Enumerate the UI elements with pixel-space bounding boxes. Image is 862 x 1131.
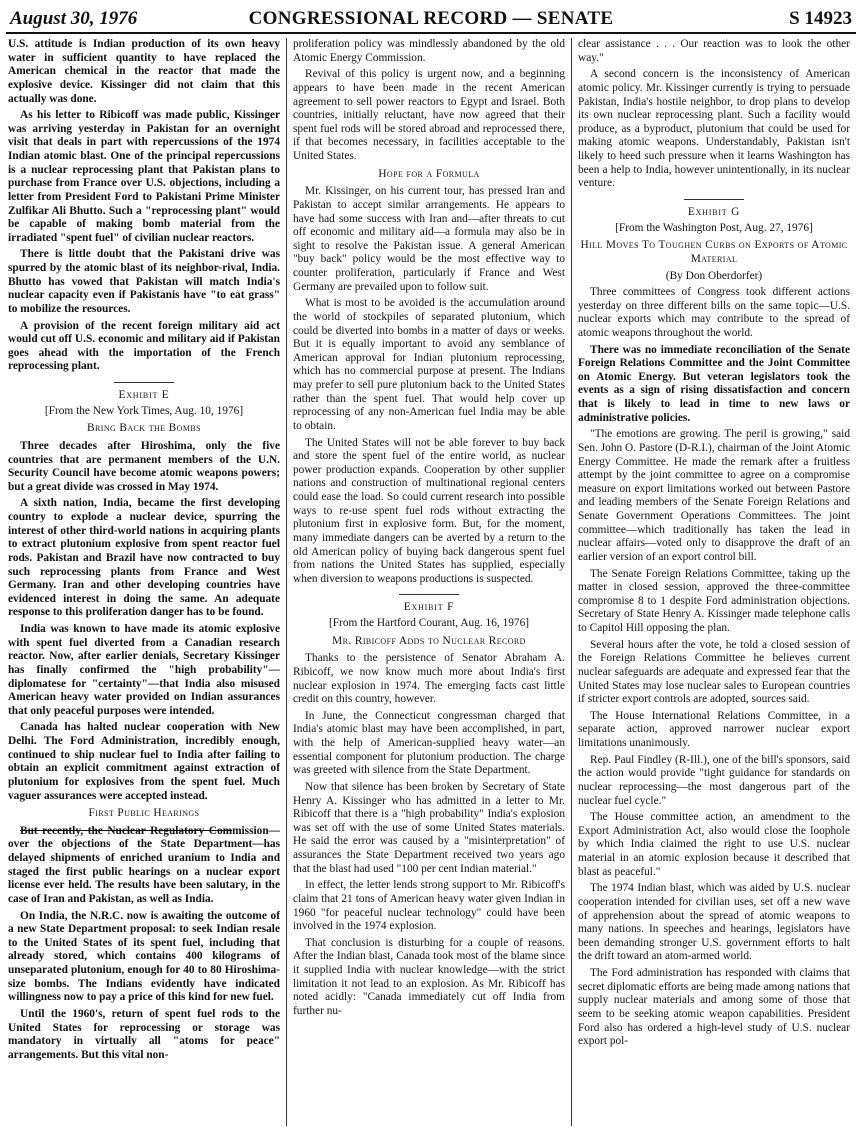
column-divider <box>571 38 572 1126</box>
paragraph: The Senate Foreign Relations Committee, taking up the matter in closed session, approved the three-committee compromise 8 to 1 despite Ford administration objections. Secretary of State Henry A. Kissinger made telephone calls to Capitol Hill opposing the plan. <box>578 567 850 634</box>
paragraph: Three committees of Congress took different actions yesterday on three different bills on the same topic—U.S. nuclear exports which may contribute to the spread of atomic weapons throughout the world. <box>578 286 850 339</box>
paragraph: clear assistance . . . Our reaction was to look the other way." <box>578 38 850 64</box>
paragraph: As his letter to Ribicoff was made public, Kissinger was arriving yesterday in Pakistan for an overnight visit that deals in part with repercussions of the 1974 Indian atomic blast. One of the principal repercussions is a nuclear reprocessing plant that Pakistan plans to purchase from France over U.S. objections, including a letter from President Ford to Pakistani Prime Minister Zulfikar Ali Bhutto. Such a "reprocessing plant" would be capable of making bomb material from the irradiated "spent fuel" of civilian nuclear reactors. <box>8 109 280 244</box>
exhibit-f-heading: Mr. Ribicoff Adds to Nuclear Record <box>332 634 526 647</box>
paragraph <box>8 825 280 907</box>
paragraph: The 1974 Indian blast, which was aided by U.S. nuclear cooperation intended for civilian uses, set off a new wave of apprehension about the spread of atomic weapons to many nations. In speeches and hearings, legislators have been demanding stronger U.S. government efforts to halt the drift toward an atom-armed world. <box>578 882 850 963</box>
header-rule <box>6 32 856 34</box>
paragraph: Now that silence has been broken by Secretary of State Henry A. Kissinger who has admitted in a letter to Mr. Ribicoff that there is a "high probability" India's explosion was set off with the use of some United States materials. He said the error was caused by a "misinterpretation" of assurances the State Department received two years ago that the blast had used "100 per cent Indian material." <box>293 780 565 875</box>
paragraph: A sixth nation, India, became the first developing country to explode a nuclear device, spurring the interest of other third-world nations in acquiring plants to extract plutonium explosive from spent reactor fuel rods. Pakistan and Brazil have now contracted to buy such reprocessing plants from France and West Germany. Iran and other developing countries have evidenced interest in doing the same. An adequate response to this proliferation danger has to be found. <box>8 497 280 619</box>
exhibit-e-heading: Bring Back the Bombs <box>87 422 201 435</box>
page-header <box>6 4 856 34</box>
column-1 <box>8 38 280 1126</box>
column-divider <box>286 38 287 1126</box>
header-title: CONGRESSIONAL RECORD — SENATE <box>248 8 614 29</box>
exhibit-f-label: Exhibit F <box>403 601 455 614</box>
exhibit-f-source: [From the Hartford Courant, Aug. 16, 1976] <box>328 617 530 629</box>
paragraph: A provision of the recent foreign military aid act would cut off U.S. economic and military aid if Pakistan goes ahead with the importation of the French reprocessing plant. <box>8 319 280 373</box>
byline: (By Don Oberdorfer) <box>665 270 763 283</box>
paragraph: In effect, the letter lends strong support to Mr. Ribicoff's claim that 21 tons of American heavy water given Indian in 1960 "for peaceful nuclear technology" could have been involved in the 1974 explosion. <box>293 879 565 933</box>
exhibit-g-source: [From the Washington Post, Aug. 27, 1976] <box>615 221 813 234</box>
section-divider <box>684 199 744 200</box>
section-divider <box>399 594 459 595</box>
header-date: August 30, 1976 <box>10 8 138 29</box>
paragraph: Thanks to the persistence of Senator Abraham A. Ribicoff, we now know much more about India's first nuclear explosion in 1974. The emerging facts cast little credit on this country, however. <box>293 652 565 706</box>
paragraph: India was known to have made its atomic explosive with spent fuel diverted from a Canadian research reactor. Now, after earlier denials, Secretary Kissinger has finally confirmed the "high probability"—diplomatese for "certainty"—that India also misused American heavy water provided on Indian assurances that only peaceful purposes were intended. <box>8 623 280 717</box>
paragraph: There was no immediate reconciliation of the Senate Foreign Relations Committee and the Joint Committee on Atomic Energy. But veteran legislators took the events as a sign of rising dissatisfaction and concern that is likely to lead in time to new laws or administrative policies. <box>578 343 850 424</box>
struck-text: But recently, the Nuclear Regulatory Com <box>20 824 233 837</box>
paragraph: In June, the Connecticut congressman charged that India's atomic blast may have been accomplished, in part, with the help of American-supplied heavy water—an essential component for plutonium production. The charge was greeted with silence from the State Department. <box>293 709 565 777</box>
paragraph: The House committee action, an amendment to the Export Administration Act, also would close the loophole by which India claimed the right to use U.S. nuclear material in an atomic explosion because it described that blast as peaceful." <box>578 811 850 878</box>
section-divider <box>114 382 174 383</box>
paragraph: "The emotions are growing. The peril is growing," said Sen. John O. Pastore (D-R.I.), chairman of the Joint Atomic Energy Committee. He made the remark after a fruitless attempt by the joint committee to agree on a compromise measure on export limitations worked out between Pastore and leading members of the Senate Foreign Relations and Senate Government Operations Committees. The joint committee—which traditionally has taken the lead in nuclear affairs—voted only to disapprove the draft of an earlier version of an export control bill. <box>578 428 850 563</box>
subheading-first-public-hearings: First Public Hearings <box>88 807 200 820</box>
paragraph: proliferation policy was mindlessly abandoned by the old Atomic Energy Commission. <box>293 38 565 64</box>
paragraph: Until the 1960's, return of spent fuel rods to the United States for reprocessing or storage was mandatory in virtually all "atoms for peace" arrangements. But this vital non- <box>8 1007 280 1061</box>
paragraph: The House International Relations Committee, in a separate action, approved narrower nuclear export limitations unanimously. <box>578 709 850 749</box>
column-3 <box>578 38 850 1126</box>
exhibit-g-heading: Hill Moves To Toughen Curbs on Exports of Atomic Material <box>580 239 848 265</box>
paragraph: The Ford administration has responded with claims that secret diplomatic efforts are being made among nations that supply nuclear materials and among some of those that seem to be seeking atomic weapon capabilities. President Ford also has ordered a high-level study of U.S. nuclear export pol- <box>578 967 850 1048</box>
paragraph: Three decades after Hiroshima, only the five countries that are permanent members of the U.N. Security Council have become atomic weapons powers; but a great divide was crossed in May 1974. <box>8 439 280 493</box>
paragraph: On India, the N.R.C. now is awaiting the outcome of a new State Department proposal: to seek Indian resale to the United States of its spent fuel, including that already stored, which contains 400 kilograms of unseparated plutonium, enough for 40 to 80 Hiroshima-size bombs. The Indians evidently have indicated willingness now to pay a price of this kind for new fuel. <box>8 909 280 1004</box>
paragraph: Revival of this policy is urgent now, and a beginning appears to have been made in the recent American agreement to sell power reactors to Egypt and Israel. Both countries, initially reluctant, have now agreed that their spent fuel rods will be stored abroad and reprocessed there, if that becomes necessary, in facilities acceptable to the United States. <box>293 68 565 162</box>
header-page-number: S 14923 <box>789 8 852 29</box>
exhibit-e-label: Exhibit E <box>118 389 170 401</box>
exhibit-e-source: [From the New York Times, Aug. 10, 1976] <box>44 404 244 417</box>
subheading-hope-for-a-formula: Hope for a Formula <box>378 167 480 180</box>
paragraph: What is most to be avoided is the accumulation around the world of stockpiles of separated plutonium, which could be diverted into bombs in a matter of days or weeks. But it is equally important to avoid any semblance of American approval for Indian plutonium reprocessing, which has no commercial purpose at present. The Indians may prefer to sell pure plutonium back to the United States rather than the spent fuel. That would help cover up reprocessing of any non-American fuel India may be able to obtain. <box>293 297 565 432</box>
paragraph: That conclusion is disturbing for a couple of reasons. After the Indian blast, Canada took most of the blame since it supplied India with nuclear knowledge—with the strict limitation it not lead to an explosion. As Mr. Ribicoff has noted acidly: "Canada immediately cut off India from further nu- <box>293 936 565 1017</box>
paragraph-text: mission—over the objections of the State Department—has delayed shipments of enriched uranium to India and staged the first public hearings on a nuclear export license ever held. The results have been salutary, in the case of Iran and Pakistan, as well as India. <box>8 824 280 905</box>
paragraph: A second concern is the inconsistency of American atomic policy. Mr. Kissinger currently is trying to persuade Pakistan, India's hostile neighbor, to drop plans to develop its own nuclear reprocessing plant. Such a facility would produce, as a byproduct, plutonium that could be used for making atomic weapons. Understandably, Pakistan isn't likely to heed such pressure when it learns Washington has been a help to India, however unintentionally, in its nuclear venture. <box>578 68 850 190</box>
paragraph: Canada has halted nuclear cooperation with New Delhi. The Ford Administration, incredibly enough, continued to ship nuclear fuel to India after failing to obtain an explicit commitment against extraction of plutonium for explosives from the spent fuel. Much vaguer assurances were accepted instead. <box>8 721 280 802</box>
paragraph: There is little doubt that the Pakistani drive was spurred by the atomic blast of its neighbor-rival, India. Bhutto has vowed that Pakistan will match India's nuclear capacity even if Pakistanis have "to eat grass" to mobilize the resources. <box>8 248 280 315</box>
paragraph: U.S. attitude is Indian production of its own heavy water in sufficient quantity to have replaced the American chemical in the reactor that made the explosive device. Kissinger did not claim that this actually was done. <box>8 38 280 105</box>
paragraph: Rep. Paul Findley (R-Ill.), one of the bill's sponsors, said the action would provide "tight guidance for standards on nuclear reprocessing—the most dangerous part of the nuclear fuel cycle." <box>578 753 850 807</box>
paragraph: Mr. Kissinger, on his current tour, has pressed Iran and Pakistan to accept similar arrangements. He appears to have had some success with Iran and—after threats to cut off economic and military aid—a formula may also be in sight to resolve the Pakistan issue. A general American "buy back" policy would be the most effective way to counter proliferation, particularly if France and West Germany are prevailed upon to follow suit. <box>293 185 565 293</box>
exhibit-g-label: Exhibit G <box>687 205 741 218</box>
paragraph: The United States will not be able forever to buy back and store the spent fuel of the entire world, as nuclear power production expands. Cooperation by other supplier nations and construction of multinational regional centers could ease the load. So could current research into possible ways to re-use spent fuel rods without extracting the plutonium first in explosive form. But, for the moment, many immediate dangers can be averted by a return to the old American policy of buying back dangerous spent fuel from nations the United States has supplied, especially when diversion to weapons productions is suspected. <box>293 436 565 585</box>
column-2 <box>293 38 565 1126</box>
paragraph: Several hours after the vote, he told a closed session of the Foreign Relations Committee he believes current nuclear safeguards are adequate and expressed fear that the United States may lose nuclear sales to European countries if stricter export controls are adopted, sources said. <box>578 638 850 706</box>
